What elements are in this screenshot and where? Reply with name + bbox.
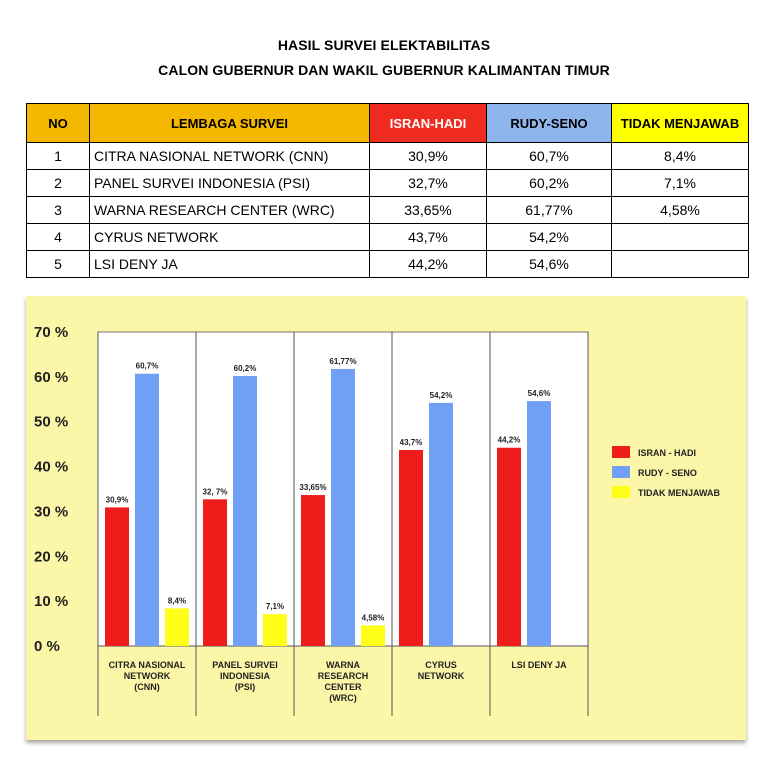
data-label-isran-hadi: 44,2% <box>497 435 521 445</box>
data-label-rudy-seno: 54,6% <box>527 389 551 399</box>
y-tick-label: 70 % <box>34 324 69 341</box>
cell-tidak-menjawab <box>612 224 749 251</box>
x-category-label: CENTER <box>324 682 362 692</box>
cell-lembaga: CYRUS NETWORK <box>90 224 370 251</box>
bar-isran-hadi <box>399 450 423 646</box>
table-header-row <box>27 104 749 143</box>
table-row <box>27 197 749 224</box>
x-category-label: WARNA <box>326 660 360 670</box>
bar-isran-hadi <box>203 499 227 646</box>
table-row <box>27 224 749 251</box>
bar-tidak-menjawab <box>165 608 189 646</box>
data-label-tidak-menjawab: 8,4% <box>167 596 187 606</box>
cell-rudy-seno: 54,2% <box>487 224 612 251</box>
header-isran-hadi: ISRAN-HADI <box>370 104 487 143</box>
bar-isran-hadi <box>497 448 521 646</box>
table-row <box>27 251 749 278</box>
header-lembaga-survei: LEMBAGA SURVEI <box>90 104 370 143</box>
legend-swatch-rudy-seno <box>612 466 630 478</box>
y-tick-label: 30 % <box>34 503 69 521</box>
bar-rudy-seno <box>331 369 355 646</box>
data-label-isran-hadi: 33,65% <box>299 483 327 493</box>
x-category-label: LSI DENY JA <box>511 660 567 670</box>
legend-label-rudy-seno: RUDY - SENO <box>638 468 697 478</box>
bar-rudy-seno <box>429 403 453 646</box>
data-label-isran-hadi: 32, 7% <box>202 487 228 497</box>
header-rudy-seno: RUDY-SENO <box>487 104 612 143</box>
x-category-label: (WRC) <box>329 693 357 703</box>
cell-tidak-menjawab: 7,1% <box>612 170 749 197</box>
cell-isran-hadi: 44,2% <box>370 251 487 278</box>
cell-rudy-seno: 54,6% <box>487 251 612 278</box>
x-category-label: NETWORK <box>123 671 171 681</box>
y-tick-label: 50 % <box>34 413 69 431</box>
y-tick-label: 10 % <box>34 593 69 611</box>
x-category-label: (PSI) <box>234 682 256 692</box>
y-tick-label: 60 % <box>34 368 69 386</box>
data-label-tidak-menjawab: 4,58% <box>361 613 385 623</box>
cell-no: 3 <box>27 197 90 224</box>
data-label-rudy-seno: 60,7% <box>135 361 159 371</box>
data-label-rudy-seno: 60,2% <box>233 363 257 373</box>
cell-isran-hadi: 32,7% <box>370 170 487 197</box>
cell-lembaga: LSI DENY JA <box>90 251 370 278</box>
cell-lembaga: CITRA NASIONAL NETWORK (CNN) <box>90 143 370 170</box>
x-category-label: RESEARCH <box>317 671 369 681</box>
bar-chart <box>26 296 746 740</box>
data-label-isran-hadi: 43,7% <box>399 437 423 447</box>
cell-isran-hadi: 30,9% <box>370 143 487 170</box>
y-tick-label: 20 % <box>34 548 69 566</box>
cell-rudy-seno: 60,7% <box>487 143 612 170</box>
cell-lembaga: WARNA RESEARCH CENTER (WRC) <box>90 197 370 224</box>
legend-swatch-tidak-menjawab <box>612 486 630 498</box>
header-no: NO <box>27 104 90 143</box>
cell-tidak-menjawab: 4,58% <box>612 197 749 224</box>
cell-lembaga: PANEL SURVEI INDONESIA (PSI) <box>90 170 370 197</box>
chart-title-line1: HASIL SURVEI ELEKTABILITAS <box>277 37 491 53</box>
cell-isran-hadi: 33,65% <box>370 197 487 224</box>
x-category-label: INDONESIA <box>219 671 271 681</box>
cell-tidak-menjawab: 8,4% <box>612 143 749 170</box>
table-row <box>27 170 749 197</box>
bar-isran-hadi <box>301 495 325 646</box>
cell-rudy-seno: 61,77% <box>487 197 612 224</box>
data-label-rudy-seno: 54,2% <box>429 390 453 400</box>
bar-rudy-seno <box>527 401 551 646</box>
legend-swatch-isran-hadi <box>612 446 630 458</box>
bar-tidak-menjawab <box>263 614 287 646</box>
legend-label-isran-hadi: ISRAN - HADI <box>638 448 696 458</box>
y-tick-label: 0 % <box>34 638 60 655</box>
cell-no: 5 <box>27 251 90 278</box>
bar-rudy-seno <box>233 376 257 646</box>
bar-rudy-seno <box>135 374 159 646</box>
x-category-label: CYRUS <box>425 660 457 670</box>
header-tidak-menjawab: TIDAK MENJAWAB <box>612 104 749 143</box>
data-label-isran-hadi: 30,9% <box>105 495 129 505</box>
x-category-label: NETWORK <box>417 671 465 681</box>
legend-label-tidak-menjawab: TIDAK MENJAWAB <box>638 488 721 498</box>
y-tick-label: 40 % <box>34 458 69 476</box>
cell-isran-hadi: 43,7% <box>370 224 487 251</box>
x-category-label: (CNN) <box>134 682 160 692</box>
cell-rudy-seno: 60,2% <box>487 170 612 197</box>
cell-no: 1 <box>27 143 90 170</box>
chart-title-line2: CALON GUBERNUR DAN WAKIL GUBERNUR KALIMANTAN TIMUR <box>158 62 610 78</box>
cell-no: 2 <box>27 170 90 197</box>
survey-table <box>26 103 749 278</box>
cell-no: 4 <box>27 224 90 251</box>
bar-tidak-menjawab <box>361 625 385 646</box>
x-category-label: CITRA NASIONAL <box>108 660 186 670</box>
data-label-rudy-seno: 61,77% <box>329 356 357 366</box>
bar-isran-hadi <box>105 507 129 646</box>
data-label-tidak-menjawab: 7,1% <box>265 602 285 612</box>
table-row <box>27 143 749 170</box>
x-category-label: PANEL SURVEI <box>212 660 278 670</box>
cell-tidak-menjawab <box>612 251 749 278</box>
chart-panel <box>26 296 746 740</box>
